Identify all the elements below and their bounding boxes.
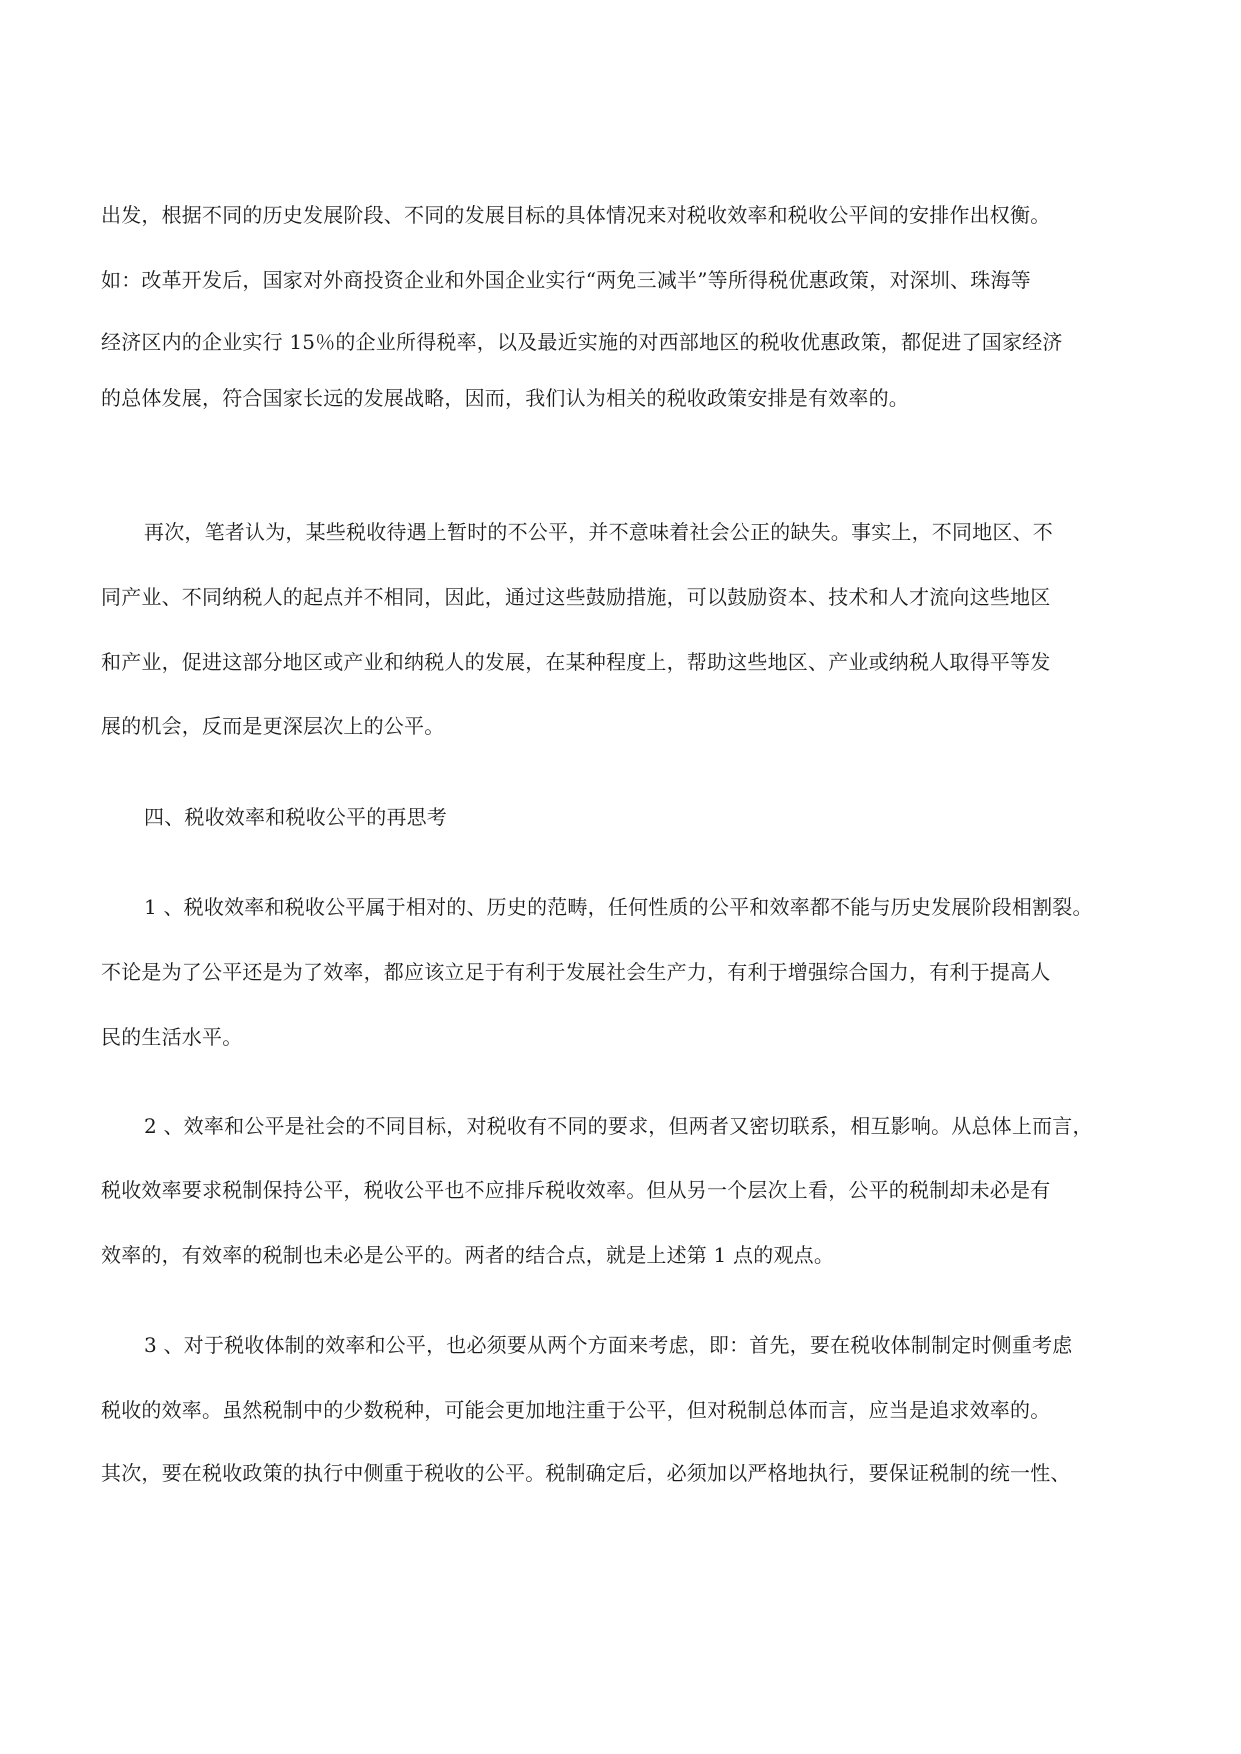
paragraph-1-line-3: 经济区内的企业实行 15％的企业所得税率，以及最近实施的对西部地区的税收优惠政策，都促进了国家经济 [101, 330, 1063, 354]
point-1-line-2: 不论是为了公平还是为了效率，都应该立足于有利于发展社会生产力，有利于增强综合国力，有利于提高人 [101, 960, 1051, 984]
point-1-line-1: 1 、税收效率和税收公平属于相对的、历史的范畴，任何性质的公平和效率都不能与历史发展阶段相割裂。 [144, 895, 1093, 919]
paragraph-2-line-2: 同产业、不同纳税人的起点并不相同，因此，通过这些鼓励措施，可以鼓励资本、技术和人才流向这些地区 [101, 585, 1051, 609]
paragraph-2-line-4: 展的机会，反而是更深层次上的公平。 [101, 714, 445, 738]
paragraph-1-line-1: 出发，根据不同的历史发展阶段、不同的发展目标的具体情况来对税收效率和税收公平间的安排作出权衡。 [101, 203, 1051, 227]
point-2-line-1: 2 、效率和公平是社会的不同目标，对税收有不同的要求，但两者又密切联系，相互影响。从总体上而言， [144, 1114, 1093, 1138]
paragraph-2-line-1: 再次，笔者认为，某些税收待遇上暂时的不公平，并不意味着社会公正的缺失。事实上，不同地区、不 [144, 520, 1053, 544]
point-1-line-3: 民的生活水平。 [101, 1025, 243, 1049]
paragraph-1-line-4: 的总体发展，符合国家长远的发展战略，因而，我们认为相关的税收政策安排是有效率的。 [101, 386, 909, 410]
point-2-line-2: 税收效率要求税制保持公平，税收公平也不应排斥税收效率。但从另一个层次上看，公平的税制却未必是有 [101, 1178, 1051, 1202]
point-3-line-2: 税收的效率。虽然税制中的少数税种，可能会更加地注重于公平，但对税制总体而言，应当是追求效率的。 [101, 1398, 1051, 1422]
paragraph-2-line-3: 和产业，促进这部分地区或产业和纳税人的发展，在某种程度上，帮助这些地区、产业或纳税人取得平等发 [101, 650, 1051, 674]
section-heading: 四、税收效率和税收公平的再思考 [144, 805, 447, 829]
point-3-line-3: 其次，要在税收政策的执行中侧重于税收的公平。税制确定后，必须加以严格地执行，要保证税制的统一性、 [101, 1461, 1071, 1485]
paragraph-1-line-2: 如：改革开发后，国家对外商投资企业和外国企业实行“两免三减半”等所得税优惠政策，对深圳、珠海等 [101, 268, 1031, 292]
point-2-line-3: 效率的，有效率的税制也未必是公平的。两者的结合点，就是上述第 1 点的观点。 [101, 1243, 835, 1267]
point-3-line-1: 3 、对于税收体制的效率和公平，也必须要从两个方面来考虑，即：首先，要在税收体制制定时侧重考虑 [144, 1333, 1073, 1357]
